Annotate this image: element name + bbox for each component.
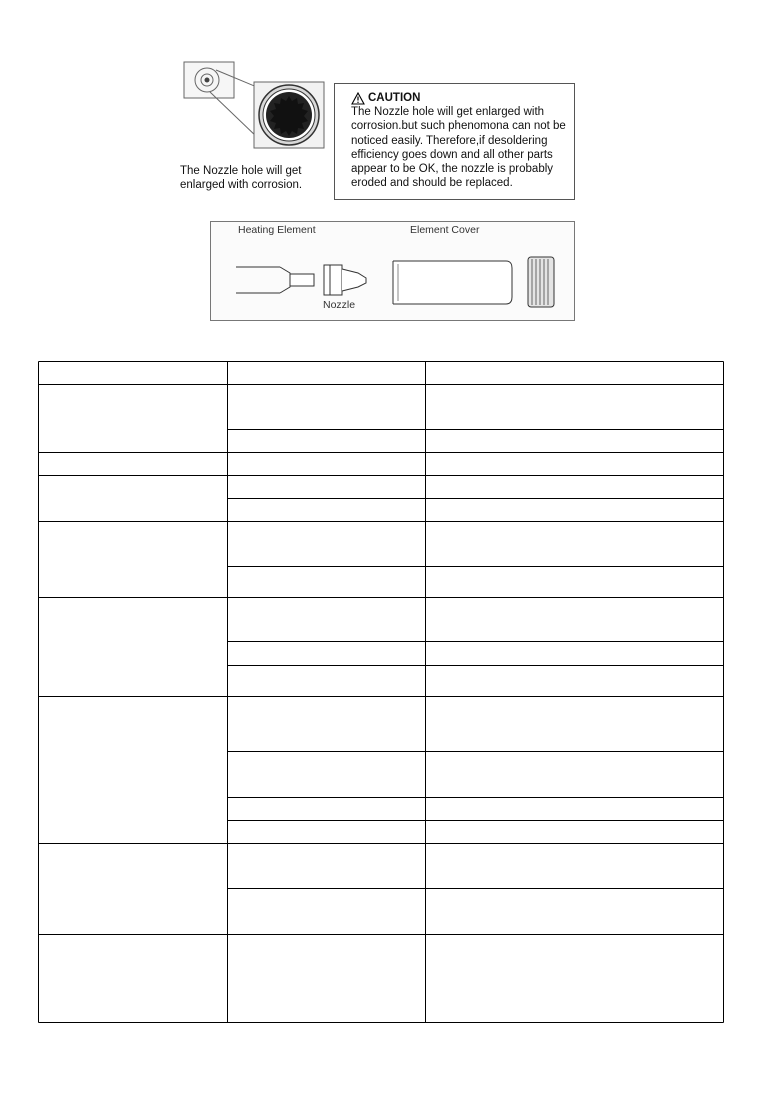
element-cover-shape <box>393 261 512 304</box>
heating-element-label: Heating Element <box>238 224 316 236</box>
parts-diagram <box>210 221 575 321</box>
nozzle-figure-caption: The Nozzle hole will get enlarged with corrosion. <box>180 165 303 191</box>
caution-title: CAUTION <box>368 92 421 104</box>
warning-triangle-icon <box>351 92 365 105</box>
nozzle-label: Nozzle <box>323 299 356 311</box>
caution-body: The Nozzle hole will get enlarged with corrosion.but such phenomona can not be noticed easily. Therefore,if desoldering efficiency goes down and all other parts appear to be OK, the nozzle is probably eroded and should be replaced. <box>351 106 566 190</box>
parts-diagram-drawing <box>210 221 575 321</box>
caution-box <box>334 83 575 200</box>
troubleshooting-table <box>38 361 724 1023</box>
cover-cap-shape <box>528 257 554 307</box>
element-cover-label: Element Cover <box>410 224 480 236</box>
caution-heading <box>351 91 566 105</box>
